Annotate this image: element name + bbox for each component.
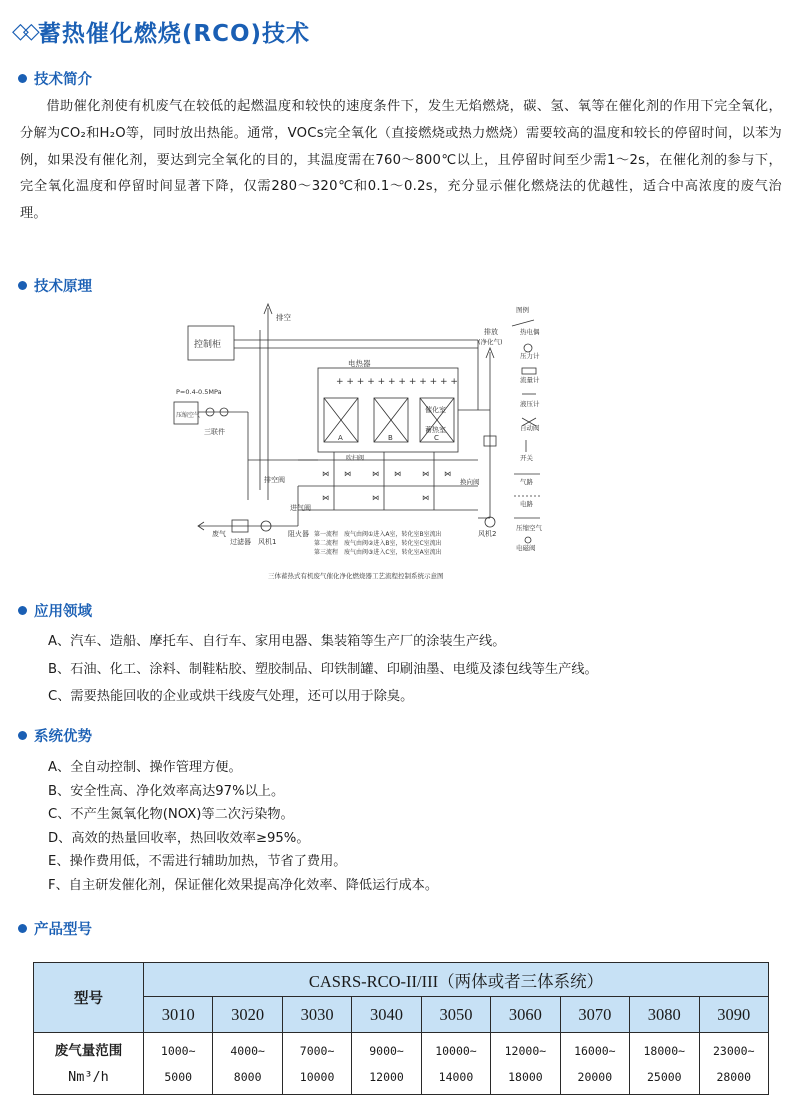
svg-text:(净化气): (净化气) xyxy=(478,338,503,346)
svg-text:废气由阀②进入B室，转化室C室流出: 废气由阀②进入B室，转化室C室流出 xyxy=(344,540,442,547)
range-cell: 4000~ 8000 xyxy=(213,1033,282,1095)
section-title: 应用领域 xyxy=(34,603,92,620)
section-principle-heading xyxy=(18,275,92,295)
svg-text:三体蓄热式有机废气催化净化燃烧器工艺流程控制系统示意图: 三体蓄热式有机废气催化净化燃烧器工艺流程控制系统示意图 xyxy=(268,572,444,580)
svg-text:风机2: 风机2 xyxy=(478,530,497,538)
svg-text:⋈: ⋈ xyxy=(344,470,351,478)
list-item: B、安全性高、净化效率高达97%以上。 xyxy=(48,783,285,799)
svg-text:排空阀: 排空阀 xyxy=(264,476,285,484)
page-title-row xyxy=(12,14,310,48)
svg-text:开关: 开关 xyxy=(520,454,533,462)
range-cell: 1000~ 5000 xyxy=(144,1033,213,1095)
model-number: 3060 xyxy=(491,997,560,1033)
page-title: 蓄热催化燃烧(RCO)技术 xyxy=(37,20,311,47)
model-number: 3030 xyxy=(282,997,351,1033)
list-item: E、操作费用低，不需进行辅助加热，节省了费用。 xyxy=(48,854,347,870)
section-title: 技术原理 xyxy=(34,278,92,295)
section-title: 产品型号 xyxy=(34,921,92,938)
model-number: 3090 xyxy=(699,997,769,1033)
svg-text:流量计: 流量计 xyxy=(520,376,540,384)
diamond-icon: ◇◇ xyxy=(12,18,34,44)
svg-text:排空: 排空 xyxy=(276,313,291,322)
bullet-icon xyxy=(18,281,27,290)
table-row xyxy=(34,997,769,1033)
bullet-icon xyxy=(18,606,27,615)
section-products-heading xyxy=(18,918,92,938)
svg-text:B: B xyxy=(388,434,393,442)
range-cell: 9000~ 12000 xyxy=(352,1033,421,1095)
section-application-heading xyxy=(18,600,92,620)
list-item: B、石油、化工、涂料、制鞋粘胶、塑胶制品、印铁制罐、印刷油墨、电缆及漆包线等生产线。 xyxy=(48,661,598,677)
list-item: A、全自动控制、操作管理方便。 xyxy=(48,760,242,775)
bullet-icon xyxy=(18,74,27,83)
svg-text:⋈: ⋈ xyxy=(422,470,429,478)
svg-text:压力计: 压力计 xyxy=(520,352,540,360)
bullet-icon xyxy=(18,924,27,933)
list-item: F、自主研发催化剂，保证催化效果提高净化效率、降低运行成本。 xyxy=(48,877,439,893)
svg-text:图例: 图例 xyxy=(516,306,529,314)
range-cell: 18000~ 25000 xyxy=(630,1033,699,1095)
svg-text:催化室: 催化室 xyxy=(425,406,446,414)
svg-text:⋈: ⋈ xyxy=(422,494,429,502)
svg-text:三联件: 三联件 xyxy=(204,428,225,436)
svg-text:电路: 电路 xyxy=(520,500,533,508)
svg-text:⋈: ⋈ xyxy=(322,470,329,478)
model-number: 3020 xyxy=(213,997,282,1033)
range-cell: 23000~ 28000 xyxy=(699,1033,769,1095)
svg-text:压缩空气: 压缩空气 xyxy=(176,412,201,419)
svg-text:P=0.4-0.5MPa: P=0.4-0.5MPa xyxy=(176,388,222,396)
table-row xyxy=(34,1033,769,1095)
process-flow-diagram xyxy=(148,300,586,585)
model-number: 3070 xyxy=(560,997,629,1033)
svg-text:阻火器: 阻火器 xyxy=(288,530,309,538)
svg-text:电磁阀: 电磁阀 xyxy=(516,544,536,552)
model-number: 3010 xyxy=(144,997,213,1033)
series-name: CASRS-RCO-II/III（两体或者三体系统） xyxy=(144,963,769,997)
svg-text:进气阀: 进气阀 xyxy=(290,504,311,512)
advantages-list xyxy=(48,756,438,898)
intro-paragraph xyxy=(20,94,782,228)
diagram-legend xyxy=(516,305,543,552)
svg-text:吹扫阀: 吹扫阀 xyxy=(346,455,365,462)
model-label: 型号 xyxy=(34,963,144,1033)
section-title: 技术简介 xyxy=(34,71,92,88)
range-cell: 10000~ 14000 xyxy=(421,1033,490,1095)
intro-text: 借助催化剂使有机废气在较低的起燃温度和较快的速度条件下，发生无焰燃烧，碳、氢、氧等在催化剂的作用下完全氧化，分解为CO₂和H₂O等，同时放出热能。通常，VOCs完全氧化（直接燃烧或热力燃烧）需要较高的温度和较长的停留时间，以苯为例，如果没有催化剂，要达到完全氧化的目的，其温度需在760～800℃以上，且停留时间至少需1～2s，在催化剂的参与下，完全氧化温度和停留时间显著下降，仅需280～320℃和0.1～0.2s，充分显示催化燃烧法的优越性，适合中高浓度的废气治理。 xyxy=(20,99,782,222)
svg-text:换向阀: 换向阀 xyxy=(460,478,480,486)
model-number: 3080 xyxy=(630,997,699,1033)
svg-text:自动阀: 自动阀 xyxy=(520,424,540,432)
svg-text:C: C xyxy=(434,434,439,442)
svg-text:液压计: 液压计 xyxy=(520,400,540,408)
range-cell: 7000~ 10000 xyxy=(282,1033,351,1095)
svg-text:过滤器: 过滤器 xyxy=(230,538,251,546)
range-cell: 12000~ 18000 xyxy=(491,1033,560,1095)
svg-text:废气由阀①进入A室，转化室B室流出: 废气由阀①进入A室，转化室B室流出 xyxy=(344,531,442,538)
bullet-icon xyxy=(18,731,27,740)
model-number: 3050 xyxy=(421,997,490,1033)
list-item: C、不产生氮氧化物(NOX)等二次污染物。 xyxy=(48,807,294,823)
model-number: 3040 xyxy=(352,997,421,1033)
list-item: C、需要热能回收的企业或烘干线废气处理，还可以用于除臭。 xyxy=(48,689,414,704)
svg-text:风机1: 风机1 xyxy=(258,538,277,546)
svg-text:排放: 排放 xyxy=(484,328,498,336)
svg-text:⋈: ⋈ xyxy=(322,494,329,502)
list-item: D、高效的热量回收率，热回收效率≥95%。 xyxy=(48,830,310,846)
application-list xyxy=(48,628,598,711)
svg-text:废气由阀③进入C室，转化室A室流出: 废气由阀③进入C室，转化室A室流出 xyxy=(344,549,442,556)
svg-text:压缩空气: 压缩空气 xyxy=(516,524,542,532)
svg-text:第一流程: 第一流程 xyxy=(314,531,339,538)
range-label: 废气量范围 Nm³/h xyxy=(34,1033,144,1095)
svg-text:气路: 气路 xyxy=(520,478,533,486)
section-intro-heading xyxy=(18,68,92,88)
svg-text:⋈: ⋈ xyxy=(372,494,379,502)
svg-text:第三流程: 第三流程 xyxy=(314,549,339,556)
svg-text:控制柜: 控制柜 xyxy=(194,340,222,350)
svg-text:热电偶: 热电偶 xyxy=(520,328,540,336)
svg-text:+ + + + + + + + + + + +: + + + + + + + + + + + + xyxy=(336,377,458,387)
svg-text:⋈: ⋈ xyxy=(394,470,401,478)
svg-text:电热器: 电热器 xyxy=(348,359,371,368)
product-model-table xyxy=(33,962,769,1094)
section-title: 系统优势 xyxy=(34,728,92,745)
range-cell: 16000~ 20000 xyxy=(560,1033,629,1095)
svg-text:蓄热室: 蓄热室 xyxy=(425,426,446,434)
svg-text:废气: 废气 xyxy=(212,530,226,538)
svg-text:A: A xyxy=(338,434,343,442)
list-item: A、汽车、造船、摩托车、自行车、家用电器、集装箱等生产厂的涂装生产线。 xyxy=(48,634,506,649)
svg-text:第二流程: 第二流程 xyxy=(314,540,339,547)
svg-text:⋈: ⋈ xyxy=(444,470,451,478)
svg-text:⋈: ⋈ xyxy=(372,470,379,478)
section-advantages-heading xyxy=(18,725,92,745)
